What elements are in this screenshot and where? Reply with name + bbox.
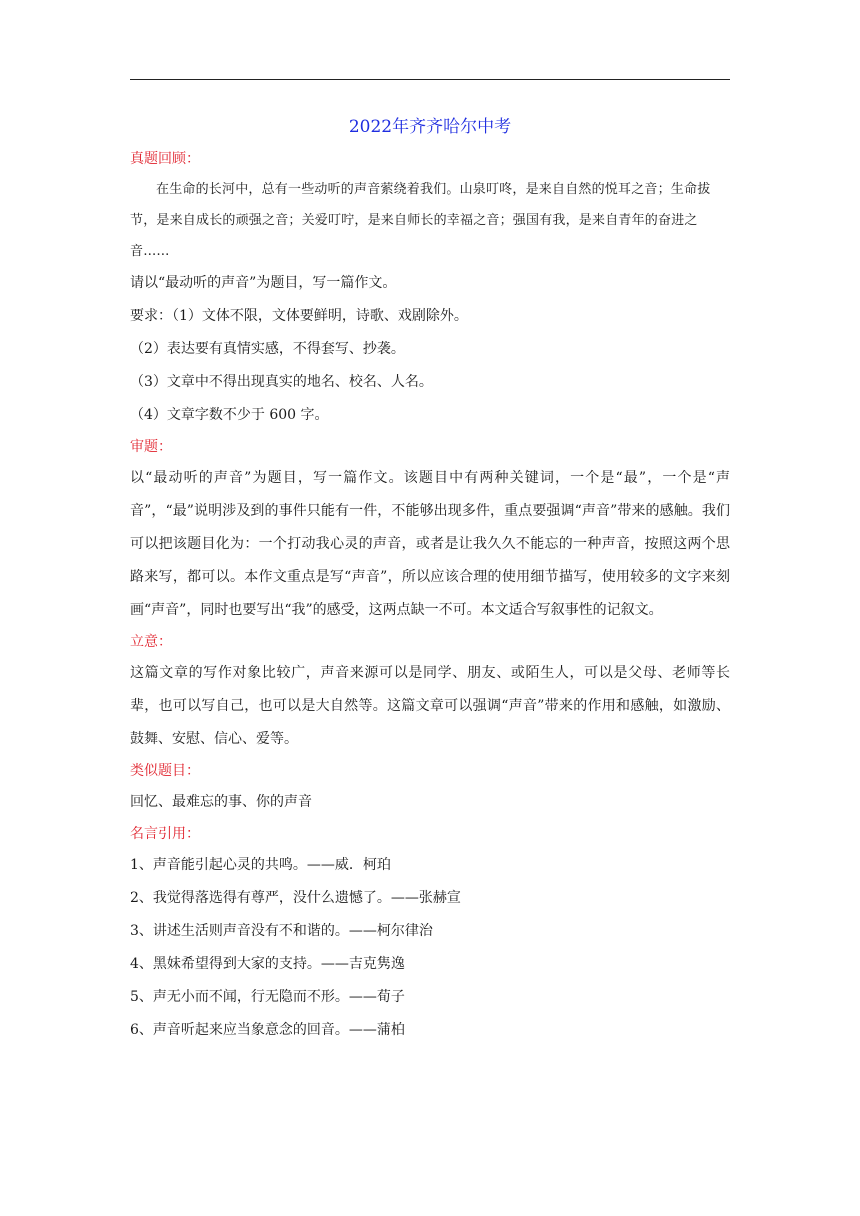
quote-item: 6、声音听起来应当象意念的回音。——蒲柏 [130, 1022, 405, 1038]
header-rule [130, 79, 730, 80]
quote-item: 1、声音能引起心灵的共鸣。——威．柯珀 [130, 857, 391, 873]
quote-item: 5、声无小而不闻，行无隐而不形。——荀子 [130, 989, 405, 1005]
similar-text: 回忆、最难忘的事、你的声音 [130, 794, 312, 810]
idea-text: 这篇文章的写作对象比较广，声音来源可以是同学、朋友、或陌生人，可以是父母、老师等长辈，也可以写自己，也可以是大自然等。这篇文章可以强调“声音”带来的作用和感触，如激励、鼓舞、安慰、信心、爱等。 [130, 665, 730, 747]
requirement-3: （3）文章中不得出现真实的地名、校名、人名。 [130, 374, 433, 390]
prompt-text: 在生命的长河中，总有一些动听的声音萦绕着我们。山泉叮咚，是来自自然的悦耳之音；生命拔节，是来自成长的顽强之音；关爱叮咛，是来自师长的幸福之音；强国有我，是来自青年的奋进之音…… [130, 182, 711, 259]
quote-item: 3、讲述生活则声音没有不和谐的。——柯尔律治 [130, 923, 433, 939]
requirement-1: 要求：（1）文体不限，文体要鲜明，诗歌、戏剧除外。 [130, 308, 468, 324]
idea-heading: 立意： [130, 634, 172, 650]
requirement-2: （2）表达要有真情实感，不得套写、抄袭。 [130, 341, 405, 357]
similar-heading: 类似题目： [130, 763, 200, 779]
quote-item: 2、我觉得落选得有尊严，没什么遗憾了。——张赫宣 [130, 890, 461, 906]
document-title: 2022年齐齐哈尔中考 [348, 117, 512, 137]
document-body [130, 110, 730, 1047]
quotes-heading: 名言引用： [130, 826, 200, 842]
quote-item: 4、黑妹希望得到大家的支持。——吉克隽逸 [130, 956, 405, 972]
analysis-text: 以“最动听的声音”为题目，写一篇作文。该题目中有两种关键词，一个是“最”，一个是“声音”，“最”说明涉及到的事件只能有一件，不能够出现多件，重点要强调“声音”带来的感触。我们可以把该题目化为：一个打动我心灵的声音，或者是让我久久不能忘的一种声音，按照这两个思路来写，都可以。本作文重点是写“声音”，所以应该合理的使用细节描写，使用较多的文字来刻画“声音”，同时也要写出“我”的感受，这两点缺一不可。本文适合写叙事性的记叙文。 [130, 470, 730, 618]
task-text: 请以“最动听的声音”为题目，写一篇作文。 [130, 275, 397, 291]
review-heading: 真题回顾： [130, 151, 200, 167]
analysis-heading: 审题： [130, 439, 172, 455]
requirement-4: （4）文章字数不少于 600 字。 [130, 407, 329, 423]
